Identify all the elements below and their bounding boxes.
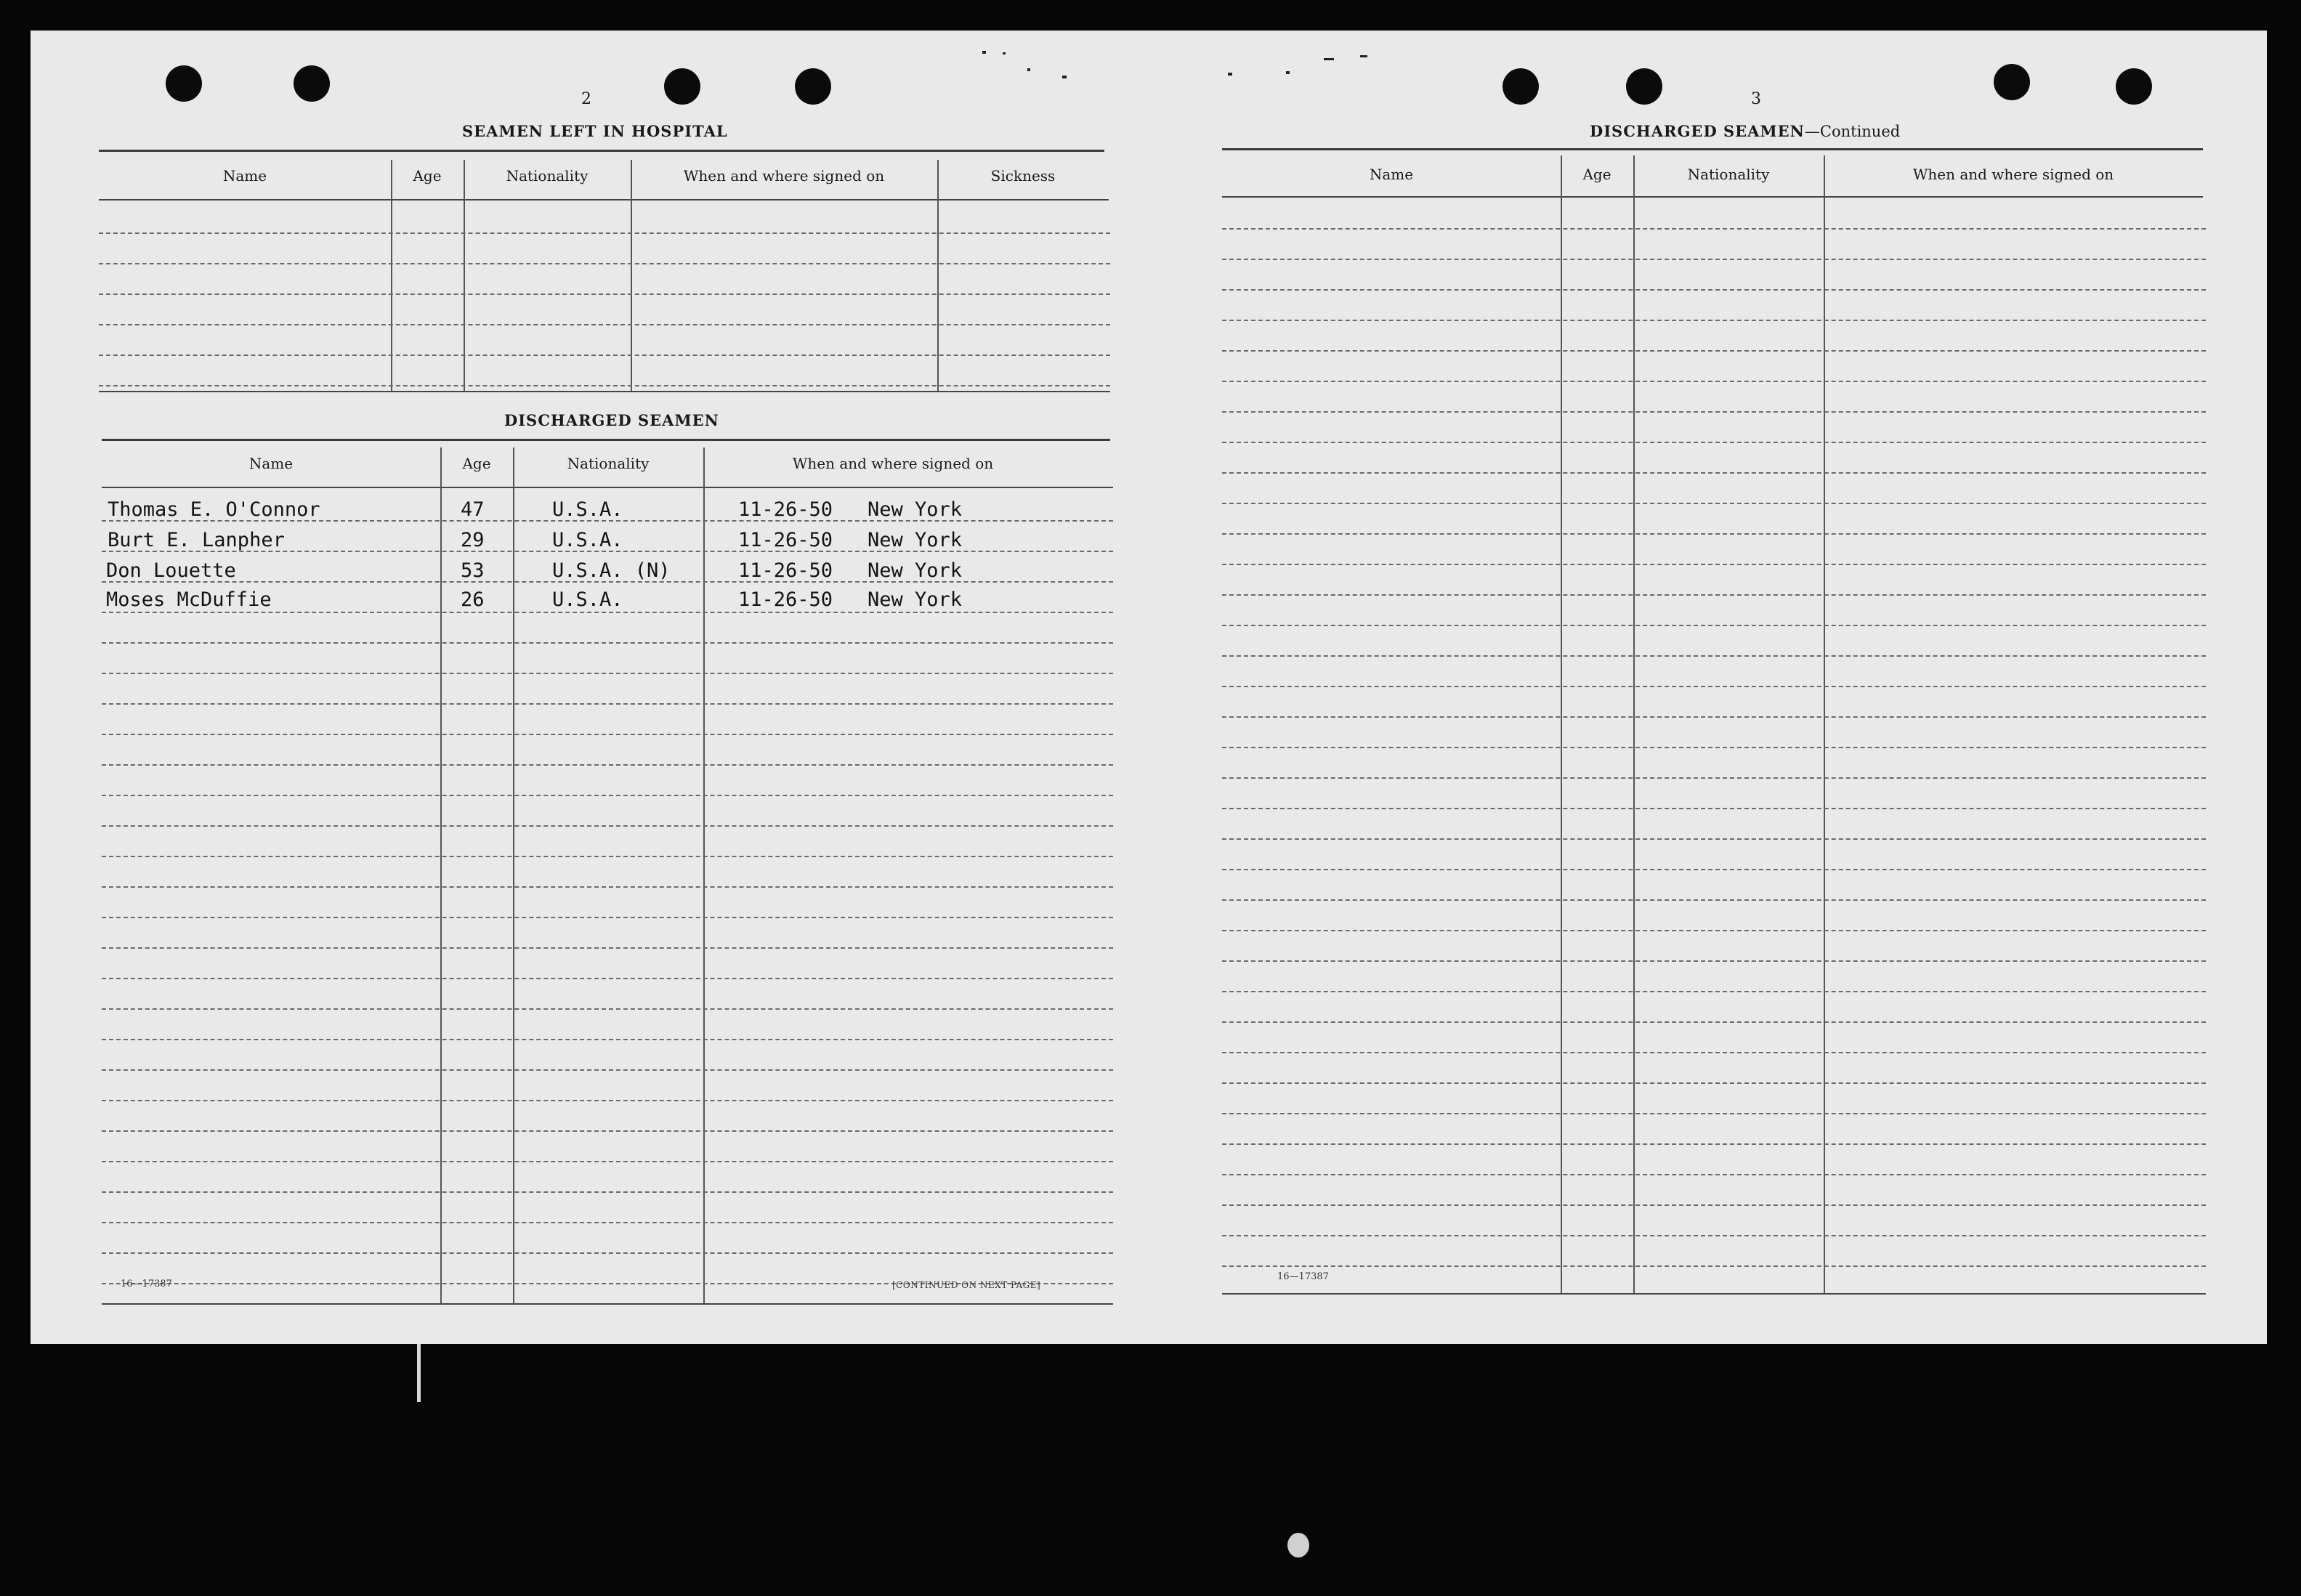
table-row-line <box>1222 533 2206 535</box>
column-divider <box>703 447 705 1303</box>
column-header-sickness: Sickness <box>990 167 1056 185</box>
form-number: 16—17387 <box>1277 1271 1329 1282</box>
table-row-line <box>1222 838 2206 840</box>
column-header-signed-on: When and where signed on <box>792 455 994 472</box>
table-row-line <box>1222 503 2206 504</box>
section-rule <box>1222 148 2203 150</box>
title-suffix: —Continued <box>1804 123 1901 140</box>
column-header-signed-on: When and where signed on <box>683 167 885 185</box>
table-row-line <box>102 1039 1113 1040</box>
header-rule <box>102 487 1113 488</box>
table-row-line <box>102 1069 1113 1071</box>
column-header-nationality: Nationality <box>567 455 650 472</box>
table-bottom-rule <box>99 391 1110 392</box>
table-row-line <box>1222 289 2206 291</box>
table-row-line <box>1222 411 2206 413</box>
table-row-line <box>1222 960 2206 962</box>
table-row-line <box>1222 381 2206 382</box>
table-row-line <box>102 886 1113 888</box>
table-row-line <box>1222 1021 2206 1023</box>
table-row-line <box>1222 930 2206 931</box>
column-header-signed-on: When and where signed on <box>1912 166 2114 183</box>
column-header-age: Age <box>462 455 491 472</box>
column-header-name: Name <box>248 455 294 472</box>
column-divider <box>937 160 939 392</box>
seaman-nationality: U.S.A. <box>552 529 623 551</box>
column-header-nationality: Nationality <box>506 167 589 185</box>
table-row-line <box>102 673 1113 674</box>
scan-mark <box>1287 1533 1309 1557</box>
table-row-line <box>1222 1082 2206 1084</box>
table-row-line <box>102 642 1113 644</box>
table-row-line <box>1222 1113 2206 1114</box>
section-rule <box>99 150 1104 152</box>
table-row-line <box>1222 655 2206 657</box>
seaman-age: 53 <box>461 559 485 582</box>
table-row-line <box>1222 716 2206 718</box>
table-row-line <box>1222 228 2206 230</box>
table-row-line <box>102 703 1113 705</box>
table-row-line <box>102 917 1113 918</box>
seaman-age: 26 <box>461 588 485 611</box>
table-row-line <box>1222 625 2206 626</box>
table-row-line <box>99 293 1110 295</box>
signed-on-date: 11-26-50 <box>738 529 833 551</box>
table-row-line <box>102 581 1113 583</box>
table-row-line <box>1222 1174 2206 1175</box>
table-row-line <box>99 263 1110 264</box>
table-row-line <box>1222 350 2206 352</box>
page-number: 3 <box>1751 90 1761 108</box>
seaman-nationality: U.S.A. (N) <box>552 559 671 582</box>
column-header-name: Name <box>222 167 267 185</box>
signed-on-place: New York <box>868 588 963 611</box>
table-row-line <box>102 856 1113 857</box>
column-divider <box>513 447 514 1303</box>
column-divider <box>631 160 632 392</box>
page-number: 2 <box>581 90 591 108</box>
title-main: DISCHARGED SEAMEN <box>1590 122 1805 140</box>
table-row-line <box>102 978 1113 979</box>
table-row-line <box>1222 991 2206 992</box>
table-row-line <box>102 1161 1113 1162</box>
header-rule <box>99 199 1109 200</box>
column-divider <box>1824 155 1825 1293</box>
column-header-age: Age <box>1582 166 1611 183</box>
signed-on-place: New York <box>868 529 963 551</box>
table-row-line <box>1222 1204 2206 1206</box>
column-divider <box>391 160 392 392</box>
column-header-age: Age <box>413 167 442 185</box>
table-row-line <box>102 551 1113 552</box>
column-divider <box>440 447 442 1303</box>
signed-on-place: New York <box>868 498 963 521</box>
table-row-line <box>1222 564 2206 565</box>
table-row-line <box>99 232 1110 234</box>
table-row-line <box>102 612 1113 613</box>
scan-mark <box>417 1344 421 1402</box>
document-sheet <box>31 31 2267 1344</box>
table-row-line <box>1222 259 2206 260</box>
continued-note: [CONTINUED ON NEXT PAGE] <box>892 1280 1041 1290</box>
table-row-line <box>1222 686 2206 687</box>
table-row-line <box>102 947 1113 949</box>
table-row-line <box>1222 320 2206 321</box>
right-page <box>1149 31 2267 1344</box>
table-row-line <box>102 825 1113 827</box>
table-row-line <box>1222 747 2206 748</box>
column-divider <box>1633 155 1635 1293</box>
table-row-line <box>1222 869 2206 870</box>
discharged-continued-title <box>1590 122 1900 140</box>
table-row-line <box>1222 1265 2206 1267</box>
hospital-section-title: SEAMEN LEFT IN HOSPITAL <box>462 122 728 140</box>
seaman-name: Moses McDuffie <box>106 588 272 611</box>
table-row-line <box>1222 899 2206 901</box>
seaman-name: Don Louette <box>106 559 236 582</box>
discharged-section-title: DISCHARGED SEAMEN <box>504 411 719 429</box>
seaman-nationality: U.S.A. <box>552 498 623 521</box>
left-page <box>31 31 1149 1344</box>
signed-on-date: 11-26-50 <box>738 498 833 521</box>
table-row-line <box>102 764 1113 766</box>
table-row-line <box>1222 1235 2206 1236</box>
table-row-line <box>1222 472 2206 474</box>
seaman-age: 29 <box>461 529 485 551</box>
seaman-name: Thomas E. O'Connor <box>108 498 320 521</box>
table-row-line <box>1222 442 2206 443</box>
signed-on-date: 11-26-50 <box>738 559 833 582</box>
column-header-name: Name <box>1369 166 1414 183</box>
table-row-line <box>1222 1052 2206 1053</box>
table-row-line <box>99 355 1110 356</box>
table-row-line <box>1222 594 2206 596</box>
header-rule <box>1222 196 2203 198</box>
column-divider <box>1561 155 1562 1293</box>
signed-on-place: New York <box>868 559 963 582</box>
table-row-line <box>102 734 1113 735</box>
table-row-line <box>102 1130 1113 1132</box>
table-row-line <box>102 1100 1113 1101</box>
column-header-nationality: Nationality <box>1687 166 1770 183</box>
table-bottom-rule <box>1222 1293 2206 1295</box>
section-rule <box>102 439 1110 441</box>
table-row-line <box>102 1008 1113 1010</box>
table-row-line <box>1222 777 2206 779</box>
table-row-line <box>99 324 1110 325</box>
table-row-line <box>1222 808 2206 809</box>
column-divider <box>464 160 465 392</box>
seaman-age: 47 <box>461 498 485 521</box>
table-bottom-rule <box>102 1303 1113 1305</box>
seaman-name: Burt E. Lanpher <box>108 529 285 551</box>
form-number: 16—17387 <box>121 1279 172 1289</box>
table-row-line <box>102 795 1113 796</box>
table-row-line <box>102 1252 1113 1254</box>
table-row-line <box>1222 1143 2206 1145</box>
table-row-line <box>102 1222 1113 1223</box>
seaman-nationality: U.S.A. <box>552 588 623 611</box>
signed-on-date: 11-26-50 <box>738 588 833 611</box>
table-row-line <box>102 520 1113 522</box>
table-row-line <box>102 1191 1113 1193</box>
table-row-line <box>99 385 1110 386</box>
